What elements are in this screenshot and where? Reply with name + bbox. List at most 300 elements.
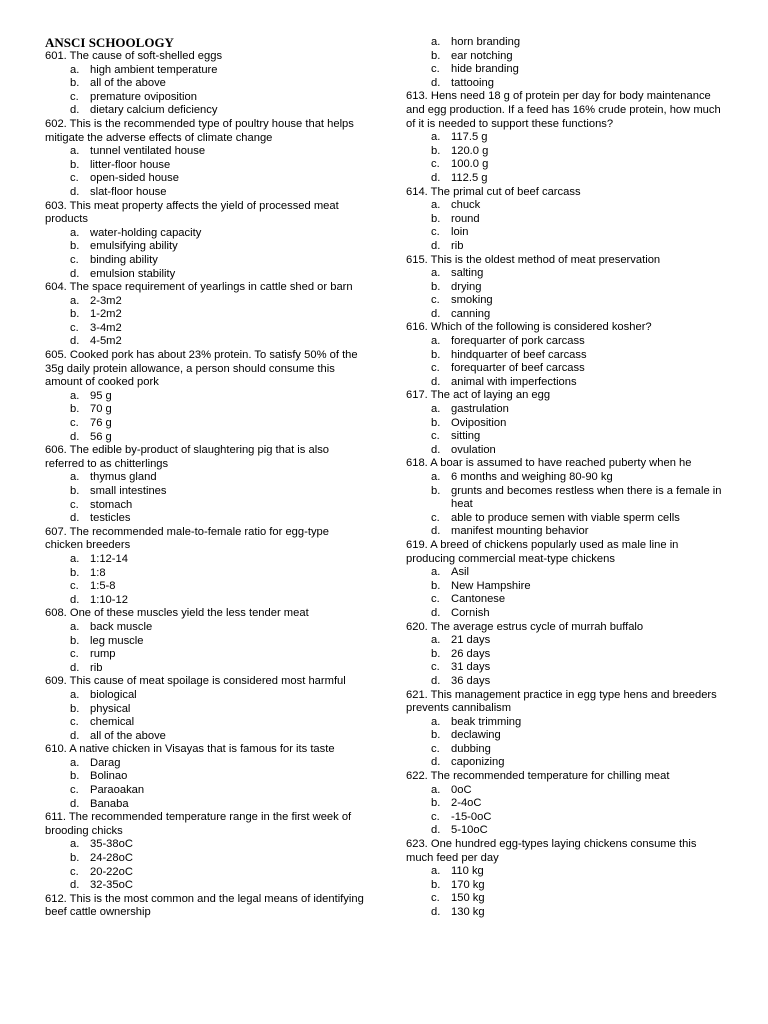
answer-options: [406, 131, 724, 185]
answer-option: [406, 36, 724, 50]
answer-option: [406, 199, 724, 213]
answer-option: [406, 797, 724, 811]
option-letter: b.: [70, 403, 80, 416]
answer-options: [406, 267, 724, 321]
answer-option: [406, 648, 724, 662]
answer-options: [406, 634, 724, 688]
option-letter: d.: [70, 879, 80, 892]
answer-options: [406, 36, 724, 90]
answer-option: [45, 186, 365, 200]
option-letter: b.: [431, 144, 441, 157]
question-text: 613. Hens need 18 g of protein per day for body maintenance and egg production. If a feed has 16% crude protein, how much of it is needed to support these functions?: [406, 90, 721, 130]
answer-option: [45, 580, 365, 594]
answer-option: [406, 158, 724, 172]
answer-option: [45, 757, 365, 771]
answer-option: [406, 607, 724, 621]
answer-options: [406, 716, 724, 770]
answer-option: [45, 838, 365, 852]
option-letter: d.: [431, 443, 441, 456]
option-text: animal with imperfections: [451, 375, 577, 388]
answer-option: [45, 648, 365, 662]
option-letter: b.: [70, 566, 80, 579]
question-text: 617. The act of laying an egg: [406, 389, 551, 402]
option-letter: b.: [431, 579, 441, 592]
option-letter: a.: [70, 63, 80, 76]
option-text: high ambient temperature: [90, 63, 218, 76]
option-text: Oviposition: [451, 416, 507, 429]
option-text: Banaba: [90, 797, 129, 810]
question-block: [45, 118, 365, 200]
option-text: salting: [451, 267, 484, 280]
option-text: 120.0 g: [451, 144, 489, 157]
option-letter: d.: [70, 104, 80, 117]
option-letter: b.: [431, 212, 441, 225]
question-block: [406, 770, 724, 838]
option-text: 1:10-12: [90, 593, 128, 606]
option-letter: c.: [431, 892, 440, 905]
option-letter: d.: [431, 756, 441, 769]
option-text: smoking: [451, 294, 493, 307]
answer-option: [45, 703, 365, 717]
answer-option: [406, 824, 724, 838]
option-letter: d.: [431, 239, 441, 252]
question-text: 603. This meat property affects the yield of processed meat products: [45, 199, 339, 226]
question-text: 619. A breed of chickens popularly used as male line in producing commercial meat-type chickens: [406, 538, 679, 565]
question-block: [45, 811, 365, 893]
option-letter: b.: [431, 49, 441, 62]
option-text: 1:12-14: [90, 552, 128, 565]
answer-options: [45, 390, 365, 444]
answer-option: [406, 213, 724, 227]
option-letter: d.: [431, 824, 441, 837]
answer-option: [45, 308, 365, 322]
answer-options: [406, 199, 724, 253]
option-letter: b.: [70, 485, 80, 497]
answer-option: [406, 580, 724, 594]
option-text: Paraoakan: [90, 784, 145, 797]
option-letter: b.: [70, 634, 80, 647]
answer-option: [406, 281, 724, 295]
question-block: [406, 321, 724, 389]
option-letter: a.: [431, 131, 441, 144]
option-text: 1:8: [90, 566, 106, 579]
option-text: hindquarter of beef carcass: [451, 348, 587, 361]
option-letter: a.: [431, 566, 441, 579]
question-block: [45, 349, 365, 444]
answer-option: [406, 444, 724, 458]
answer-option: [406, 634, 724, 648]
option-letter: d.: [431, 906, 441, 918]
option-text: horn branding: [451, 36, 521, 48]
answer-option: [406, 362, 724, 376]
answer-option: [406, 294, 724, 308]
option-letter: d.: [431, 76, 441, 89]
option-letter: c.: [70, 716, 79, 729]
answer-option: [45, 852, 365, 866]
answer-option: [45, 567, 365, 581]
answer-option: [406, 50, 724, 64]
question-text: 605. Cooked pork has about 23% protein. To satisfy 50% of the 35g daily protein allowance, a person should consume this amount of cooked pork: [45, 349, 358, 389]
option-letter: a.: [70, 552, 80, 565]
option-letter: b.: [431, 878, 441, 891]
answer-options: [45, 757, 365, 811]
option-text: grunts and becomes restless when there is a female in heat: [451, 484, 722, 511]
option-text: Cantonese: [451, 593, 506, 606]
option-text: beak trimming: [451, 715, 522, 728]
question-block: [45, 526, 365, 608]
answer-option: [406, 403, 724, 417]
option-letter: c.: [431, 430, 440, 443]
option-letter: a.: [431, 267, 441, 280]
answer-option: [45, 594, 365, 608]
answer-option: [406, 63, 724, 77]
option-letter: a.: [70, 620, 80, 633]
answer-options: [406, 865, 724, 919]
option-letter: b.: [431, 729, 441, 742]
option-text: manifest mounting behavior: [451, 525, 589, 538]
option-text: loin: [451, 226, 469, 239]
option-text: all of the above: [90, 77, 166, 90]
option-letter: b.: [70, 702, 80, 715]
answer-option: [45, 770, 365, 784]
option-text: testicles: [90, 512, 131, 525]
option-letter: c.: [70, 321, 79, 334]
option-letter: a.: [431, 865, 441, 878]
option-letter: b.: [431, 647, 441, 660]
question-block: [406, 254, 724, 322]
answer-option: [406, 525, 724, 539]
option-text: small intestines: [90, 485, 167, 497]
answer-option: [45, 77, 365, 91]
answer-option: [406, 512, 724, 526]
option-text: round: [451, 212, 480, 225]
option-text: dubbing: [451, 742, 491, 755]
question-block: [406, 457, 724, 539]
answer-option: [45, 784, 365, 798]
answer-option: [45, 64, 365, 78]
answer-option: [45, 689, 365, 703]
answer-option: [45, 295, 365, 309]
option-letter: b.: [431, 280, 441, 293]
option-letter: d.: [431, 307, 441, 320]
question-block: [406, 90, 724, 185]
answer-option: [406, 131, 724, 145]
question-block: [406, 539, 724, 621]
answer-option: [406, 471, 724, 485]
option-text: 6 months and weighing 80-90 kg: [451, 471, 613, 483]
option-letter: b.: [431, 348, 441, 361]
option-text: emulsion stability: [90, 267, 176, 280]
answer-option: [406, 811, 724, 825]
option-text: rib: [451, 239, 464, 252]
answer-option: [406, 661, 724, 675]
option-letter: c.: [431, 511, 440, 524]
option-text: 24-28oC: [90, 852, 133, 865]
answer-option: [406, 417, 724, 431]
option-text: slat-floor house: [90, 185, 167, 198]
option-letter: a.: [431, 783, 441, 796]
option-text: 31 days: [451, 661, 491, 674]
option-text: 112.5 g: [451, 171, 488, 184]
option-letter: c.: [70, 498, 79, 511]
option-text: all of the above: [90, 729, 166, 742]
answer-option: [406, 879, 724, 893]
option-text: New Hampshire: [451, 579, 531, 592]
answer-option: [406, 430, 724, 444]
option-letter: c.: [431, 362, 440, 375]
answer-option: [45, 512, 365, 526]
option-letter: c.: [431, 226, 440, 239]
option-letter: d.: [431, 375, 441, 388]
answer-options: [45, 64, 365, 118]
option-letter: c.: [431, 593, 440, 606]
option-letter: d.: [70, 593, 80, 606]
option-letter: d.: [431, 674, 441, 687]
answer-option: [45, 104, 365, 118]
answer-option: [406, 77, 724, 91]
option-text: leg muscle: [90, 634, 144, 647]
answer-option: [406, 172, 724, 186]
question-block: [45, 50, 365, 118]
option-letter: c.: [70, 784, 79, 797]
option-text: back muscle: [90, 620, 153, 633]
option-letter: b.: [70, 77, 80, 90]
option-text: 110 kg: [451, 865, 484, 878]
option-letter: a.: [70, 389, 80, 402]
question-text: 612. This is the most common and the legal means of identifying beef cattle ownership: [45, 892, 364, 919]
option-text: 20-22oC: [90, 865, 133, 878]
option-letter: c.: [70, 648, 79, 661]
option-letter: c.: [431, 294, 440, 307]
answer-option: [45, 730, 365, 744]
question-block: [406, 838, 724, 920]
option-text: stomach: [90, 498, 133, 511]
question-block: [45, 444, 365, 526]
option-letter: c.: [431, 742, 440, 755]
option-text: forequarter of pork carcass: [451, 335, 585, 348]
answer-options: [45, 471, 365, 525]
answer-option: [45, 159, 365, 173]
option-text: hide branding: [451, 63, 519, 76]
answer-options: [406, 566, 724, 620]
option-letter: d.: [70, 729, 80, 742]
answer-option: [45, 866, 365, 880]
option-letter: c.: [431, 158, 440, 171]
right-column: [406, 36, 724, 920]
option-letter: a.: [431, 199, 441, 212]
question-text: 618. A boar is assumed to have reached puberty when he: [406, 457, 692, 470]
option-letter: c.: [70, 865, 79, 878]
option-letter: c.: [431, 63, 440, 76]
option-text: premature oviposition: [90, 90, 197, 103]
option-letter: c.: [70, 253, 79, 266]
option-letter: a.: [431, 634, 441, 647]
option-text: 35-38oC: [90, 838, 133, 851]
option-letter: a.: [70, 471, 80, 484]
question-text: 602. This is the recommended type of poultry house that helps mitigate the adverse effects of climate change: [45, 117, 354, 144]
answer-option: [45, 431, 365, 445]
answer-option: [406, 675, 724, 689]
answer-option: [406, 593, 724, 607]
answer-option: [406, 716, 724, 730]
option-letter: c.: [70, 90, 79, 103]
answer-option: [45, 879, 365, 893]
answer-option: [406, 865, 724, 879]
answer-option: [45, 662, 365, 676]
question-text: 601. The cause of soft-shelled eggs: [45, 50, 223, 62]
option-text: forequarter of beef carcass: [451, 362, 585, 375]
option-text: able to produce semen with viable sperm cells: [451, 511, 680, 524]
answer-option: [45, 227, 365, 241]
option-text: 2-4oC: [451, 797, 482, 810]
option-text: drying: [451, 280, 482, 293]
question-block: [406, 186, 724, 254]
question-block: [45, 607, 365, 675]
option-letter: d.: [70, 512, 80, 525]
option-text: 1:5-8: [90, 580, 116, 593]
option-letter: b.: [70, 852, 80, 865]
answer-option: [45, 635, 365, 649]
option-letter: a.: [70, 294, 80, 307]
option-letter: b.: [431, 797, 441, 810]
answer-options: [45, 295, 365, 349]
option-letter: b.: [70, 240, 80, 253]
option-text: 170 kg: [451, 878, 485, 891]
question-block: [406, 689, 724, 771]
option-letter: d.: [70, 185, 80, 198]
option-letter: d.: [431, 525, 441, 538]
option-letter: a.: [70, 226, 80, 239]
question-block: [45, 675, 365, 743]
answer-options: [406, 471, 724, 539]
question-text: 607. The recommended male-to-female ratio for egg-type chicken breeders: [45, 525, 329, 552]
question-block: [45, 893, 365, 920]
answer-option: [45, 485, 365, 499]
option-letter: a.: [431, 715, 441, 728]
answer-options: [45, 621, 365, 675]
question-text: 620. The average estrus cycle of murrah buffalo: [406, 620, 644, 633]
option-text: 100.0 g: [451, 158, 489, 171]
option-letter: d.: [70, 797, 80, 810]
answer-option: [45, 716, 365, 730]
answer-option: [45, 621, 365, 635]
option-text: ear notching: [451, 49, 513, 62]
document-title: ANSCI SCHOOLOGY: [45, 35, 174, 50]
option-text: 0oC: [451, 783, 472, 796]
option-text: Darag: [90, 756, 121, 769]
option-text: thymus gland: [90, 471, 157, 484]
answer-option: [406, 308, 724, 322]
option-text: 4-5m2: [90, 335, 122, 348]
question-block: [45, 743, 365, 811]
option-letter: d.: [70, 267, 80, 280]
answer-option: [45, 172, 365, 186]
answer-option: [45, 417, 365, 431]
option-letter: d.: [431, 606, 441, 619]
answer-option: [406, 784, 724, 798]
option-text: declawing: [451, 729, 501, 742]
answer-option: [45, 145, 365, 159]
option-letter: d.: [70, 430, 80, 443]
option-text: chuck: [451, 199, 481, 212]
option-letter: b.: [431, 416, 441, 429]
option-text: physical: [90, 702, 131, 715]
question-text: 606. The edible by-product of slaughtering pig that is also referred to as chitterlings: [45, 444, 330, 470]
option-text: 95 g: [90, 389, 112, 402]
answer-option: [406, 349, 724, 363]
question-text: 623. One hundred egg-types laying chickens consume this much feed per day: [406, 838, 697, 864]
answer-option: [45, 499, 365, 513]
option-letter: a.: [70, 145, 80, 158]
question-block: [45, 200, 365, 282]
option-text: tunnel ventilated house: [90, 145, 206, 158]
question-text: 609. This cause of meat spoilage is considered most harmful: [45, 675, 346, 688]
answer-option: [406, 743, 724, 757]
question-block: [406, 621, 724, 689]
question-text: 615. This is the oldest method of meat preservation: [406, 253, 661, 266]
option-text: Asil: [451, 566, 470, 579]
answer-options: [406, 784, 724, 838]
answer-options: [45, 689, 365, 743]
option-letter: a.: [70, 838, 80, 851]
answer-option: [45, 254, 365, 268]
option-text: 32-35oC: [90, 879, 133, 892]
option-text: sitting: [451, 430, 481, 443]
option-text: Cornish: [451, 606, 490, 619]
option-text: 76 g: [90, 417, 112, 430]
answer-option: [406, 729, 724, 743]
answer-option: [406, 267, 724, 281]
option-text: Bolinao: [90, 770, 128, 783]
question-block: [406, 389, 724, 457]
answer-option: [45, 91, 365, 105]
answer-option: [406, 226, 724, 240]
option-text: dietary calcium deficiency: [90, 104, 218, 117]
answer-option: [406, 756, 724, 770]
option-letter: c.: [431, 810, 440, 823]
answer-options: [45, 553, 365, 607]
option-letter: b.: [70, 770, 80, 783]
question-text: 604. The space requirement of yearlings in cattle shed or barn: [45, 281, 353, 294]
option-text: tattooing: [451, 76, 494, 89]
option-text: binding ability: [90, 253, 158, 266]
option-text: canning: [451, 307, 491, 320]
left-column: [45, 36, 365, 920]
answer-option: [45, 240, 365, 254]
answer-option: [406, 485, 724, 512]
option-text: 117.5 g: [451, 131, 488, 144]
option-text: 26 days: [451, 647, 491, 660]
answer-option: [406, 240, 724, 254]
answer-option: [406, 335, 724, 349]
answer-options: [45, 838, 365, 892]
answer-option: [45, 471, 365, 485]
option-text: 130 kg: [451, 906, 485, 918]
option-letter: d.: [431, 171, 441, 184]
option-letter: d.: [70, 335, 80, 348]
option-text: litter-floor house: [90, 158, 171, 171]
option-text: chemical: [90, 716, 135, 729]
question-text: 616. Which of the following is considered kosher?: [406, 321, 652, 334]
option-text: 21 days: [451, 634, 491, 647]
option-text: rib: [90, 661, 103, 674]
option-letter: b.: [70, 308, 80, 321]
option-letter: a.: [431, 471, 441, 483]
option-text: ovulation: [451, 443, 496, 456]
option-text: water-holding capacity: [90, 226, 202, 239]
option-letter: a.: [70, 688, 80, 701]
option-text: gastrulation: [451, 403, 509, 416]
